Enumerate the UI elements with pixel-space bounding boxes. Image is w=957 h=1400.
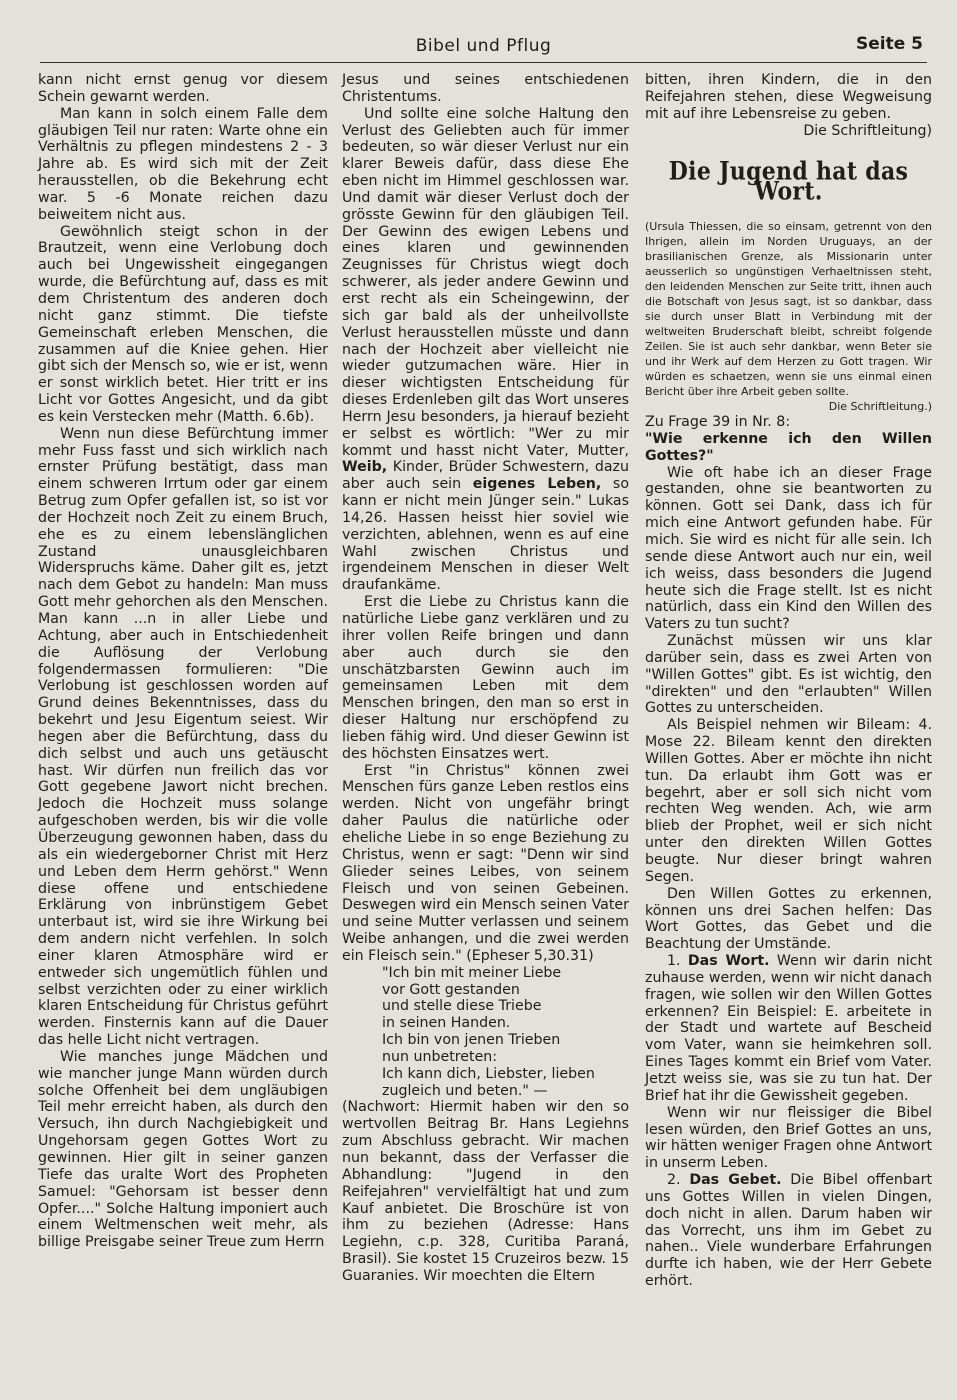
paragraph: Gewöhnlich steigt schon in der Brautzeit, wenn eine Verlobung doch auch bei Ungewissheit eingegangen wurde, die Befürchtung auf, dass es mit dem Christentum des anderen doch nicht ganz stimmt. Die tiefste Gemeinschaft erleben Menschen, die zusammen auf die Kniee gehen. Hier gibt sich der Mensch so, wie er ist, wenn er sonst wirklich betet. Hier tritt er ins Licht vor Gottes Angesicht, und da gibt es kein Verstecken mehr (Matth. 6.6b). <box>38 223 328 425</box>
text-run: Kinder, Brüder Schwestern, dazu aber auch sein <box>342 459 629 493</box>
paragraph: Wenn wir nur fleissiger die Bibel lesen würden, den Brief Gottes an uns, wir hätten weniger Fragen ohne Antwort in unserm Leben. <box>645 1104 933 1172</box>
text-run: Wenn wir darin nicht zuhause werden, wenn wir nicht danach fragen, wie sollen wir den Willen Gottes erkennen? Ein Beispiel: E. arbeitete in der Stadt und wartete auf Bescheid vom Vater, wann sie heimkehren soll. Eines Tages kommt ein Brief vom Vater. Jetzt weiss sie, was sie zu tun hat. Der Brief hat ihr die Gewissheit gegeben. <box>645 953 933 1104</box>
question-title: "Wie erkenne ich den Willen Gottes?" <box>645 430 932 464</box>
page-number: Seite 5 <box>855 34 923 54</box>
signature: Die Schriftleitung) <box>803 122 932 139</box>
list-number: 1. <box>667 953 681 970</box>
paragraph: Erst die Liebe zu Christus kann die natürliche Liebe ganz verklären und zu ihrer vollen Reife bringen und dann aber auch durch sie den unschätzbarsten Gewinn auch im gemeinsamen Leben mit dem Menschen bringen, den man so erst in dieser Haltung nur erschöpfend zu lieben fähig wird. Und dieser Gewinn ist des höchsten Einsatzes wert. <box>342 594 629 762</box>
paragraph: Erst "in Christus" können zwei Menschen fürs ganze Leben restlos eins werden. Nicht von ungefähr bringt daher Paulus die natürliche oder eheliche Liebe in so enge Beziehung zu Christus, wenn er sagt: "Denn wir sind Glieder seines Leibes, von seinem Fleisch und von seinen Gebeinen. Deswegen wird ein Mensch seinen Vater und seine Mutter verlassen und seinem Weibe anhangen, und die zwei werden ein Fleisch sein." (Epheser 5,30.31) <box>342 762 629 964</box>
emphasis: eigenes Leben, <box>472 476 602 493</box>
emphasis: Weib, <box>342 459 388 476</box>
intro-text: (Ursula Thiessen, die so einsam, getrennt von den Ihrigen, allein im Norden Uruguays, an der brasilianischen Grenze, als Missionarin unter aeusserlich so ungünstigen Verhaeltnissen steht, den leidenden Menschen zur Seite tritt, ihnen auch die Botschaft von Jesus sagt, ist so dankbar, dass sie durch unser Blatt in Verbindung mit der weltweiten Bruderschaft bleibt, schreibt folgende Zeilen. Sie ist auch sehr dankbar, wenn Beter sie und ihr Werk auf dem Herzen zu Gott tragen. Wir würden es schaetzen, wenn sie uns einmal einen Bericht über ihre Arbeit geben sollte. <box>645 220 932 399</box>
paragraph <box>645 1172 932 1290</box>
page-header <box>40 30 927 63</box>
list-number: 2. <box>667 1172 681 1189</box>
paragraph <box>645 953 932 1105</box>
emphasis: Das Gebet. <box>689 1172 782 1189</box>
paragraph <box>342 106 629 594</box>
paragraph: Den Willen Gottes zu erkennen, können uns drei Sachen helfen: Das Wort Gottes, das Gebet und die Beachtung der Umstände. <box>645 885 932 953</box>
column-2 <box>342 72 629 1285</box>
publication-title: Bibel und Pflug <box>415 36 552 56</box>
poem-line: nun unbetreten: <box>382 1048 498 1065</box>
paragraph: kann nicht ernst genug vor diesem Schein gewarnt werden. <box>38 72 328 105</box>
paragraph: Zunächst müssen wir uns klar darüber sein, dass es zwei Arten von "Willen Gottes" gibt. Es ist wichtig, den "direkten" und den "erlaubten" Willen Gottes zu unterscheiden. <box>645 633 932 717</box>
column-1 <box>38 72 328 1251</box>
poem-line: "Ich bin mit meiner Liebe <box>382 964 562 981</box>
poem-line: Ich bin von jenen Trieben <box>382 1032 561 1049</box>
poem-line: Ich kann dich, Liebster, lieben <box>382 1065 595 1082</box>
article-intro <box>645 219 932 414</box>
poem-line: zugleich und beten." — <box>382 1082 548 1099</box>
paragraph: Wenn nun diese Befürchtung immer mehr Fuss fasst und sich wirklich nach ernster Prüfung bestätigt, dass man einem schweren Irrtum oder gar einem Betrug zum Opfer gefallen ist, so ist vor der Hochzeit noch Zeit zu einem Bruch, ehe es zu einem lebenslänglichen Zustand unausgleichbaren Widerspruchs käme. Daher gilt es, jetzt nach dem Gebot zu handeln: Man muss Gott mehr gehorchen als den Menschen. Man kann ...n in aller Liebe und Achtung, aber auch in Entschiedenheit die Auflösung der Verlobung folgendermassen formulieren: "Die Verlobung ist geschlossen worden auf Grund deines Bekenntnisses, dass du bekehrt und Jesu Eigentum seiest. Wir hegen aber die Befürchtung, dass du dich selbst und auch uns getäuscht hast. Wir dürfen nun freilich das vor Gott gegebene Jawort nicht brechen. Jedoch die Hochzeit muss solange aufgeschoben werden, bis wir die volle Überzeugung gewonnen haben, dass du als ein wiedergeborner Christ mit Herz und Leben dem Herrn gehörst." Wenn diese offene und entschiedene Erklärung von inbrünstigem Gebet unterbaut ist, wird sie ihre Wirkung bei dem andern nicht verfehlen. In solch einer klaren Atmosphäre wird er entweder sich ungemütlich fühlen und selbst verzichten oder zu einer wirklich klaren Entscheidung für Christus geführt werden. Finsternis kann auf die Dauer das helle Licht nicht vertragen. <box>38 425 328 1049</box>
poem <box>382 965 629 1100</box>
paragraph: Jesus und seines entschiedenen Christentums. <box>342 72 629 105</box>
paragraph: Man kann in solch einem Falle dem gläubigen Teil nur raten: Warte ohne ein Verhältnis zu pflegen mindestens 2 - 3 Jahre ab. Es wird sich mit der Zeit herausstellen, ob die Bekehrung echt war. 5 -6 Monate reichen dazu beiweitem nicht aus. <box>38 105 328 223</box>
intro-signature: Die Schriftleitung.) <box>828 400 932 414</box>
poem-line: in seinen Handen. <box>382 1015 511 1032</box>
text-run: Die Bibel offenbart uns Gottes Willen in vielen Dingen, doch nicht in allen. Darum haben wir das Vorrecht, uns ihm im Gebet zu nahen.. Viele wunderbare Erfahrungen durfte ich haben, wie der Herr Gebete erhört. <box>645 1172 933 1290</box>
text-run: so kann er nicht mein Jünger sein." Lukas 14,26. Hassen heisst hier soviel wie verzichten, ablehnen, wenn es auf eine Wahl zwischen Christus und irgendeinem Menschen in dieser Welt draufankäme. <box>342 476 629 594</box>
question-reference: Zu Frage 39 in Nr. 8: <box>645 414 791 431</box>
poem-line: vor Gott gestanden <box>382 981 520 998</box>
paragraph: bitten, ihren Kindern, die in den Reifejahren stehen, diese Wegweisung mit auf ihre Lebensreise zu geben. <box>645 72 932 122</box>
afterword: (Nachwort: Hiermit haben wir den so wertvollen Beitrag Br. Hans Legiehns zum Abschluss gebracht. Wir machen nun bekannt, dass der Verfasser die Abhandlung: "Jugend in den Reifejahren" vervielfältigt hat und zum Kauf anbietet. Die Broschüre ist von ihm zu beziehen (Adresse: Hans Legiehn, c.p. 328, Curitiba Paraná, Brasil). Sie kostet 15 Cruzeiros bezw. 15 Guaranies. Wir moechten die Eltern <box>342 1099 629 1284</box>
paragraph: Als Beispiel nehmen wir Bileam: 4. Mose 22. Bileam kennt den direkten Willen Gottes. Aber er möchte ihn nicht tun. Da erlaubt ihm Gott was er begehrt, aber er soll sich nicht vom rechten Weg wenden. Ach, wie arm blieb der Prophet, weil er sich nicht unter den direkten Willen Gottes beugte. Nur dieser bringt wahren Segen. <box>645 717 932 885</box>
text-run: Und sollte eine solche Haltung den Verlust des Geliebten auch für immer bedeuten, so wär dieser Verlust nur ein klarer Beweis dafür, dass diese Ehe eben nicht im Himmel geschlossen war. Und damit wär dieser Verlust doch der grösste Gewinn für den gläubigen Teil. Der Gewinn des ewigen Lebens und eines klaren und gewinnenden Zeugnisses für Christus wiegt doch schwerer, als jeder andere Gewinn und erst recht als ein Scheingewinn, der sich gar bald als der unheilvollste Verlust herausstellen müsste und dann nach der Hochzeit aber vielleicht nie wieder gutzumachen wäre. Hier in dieser wichtigsten Entscheidung für dieses Erdenleben gilt das Wort unseres Herrn Jesu besonders, ja hierauf bezieht er selbst es wörtlich: "Wer zu mir kommt und hasst nicht Vater, Mutter, <box>342 105 629 459</box>
emphasis: Das Wort. <box>687 953 770 970</box>
paragraph: Wie manches junge Mädchen und wie mancher junge Mann würden durch solche Offenheit bei dem ungläubigen Teil mehr erreicht haben, als durch den Versuch, ihn durch Nachgiebigkeit und Ungehorsam gegen Gottes Wort zu gewinnen. Hier gilt in seiner ganzen Tiefe das uralte Wort des Propheten Samuel: "Gehorsam ist besser denn Opfer...." Solche Haltung imponiert auch einem Weltmenschen weit mehr, als billige Preisgabe seiner Treue zum Herrn <box>38 1048 328 1251</box>
paragraph: Wie oft habe ich an dieser Frage gestanden, ohne sie beantworten zu können. Gott sei Dank, dass ich für mich eine Antwort gefunden habe. Für mich. Sie wird es nicht für alle sein. Ich sende diese Antwort auch nur ein, weil ich weiss, dass besonders die Jugend heute sich die Frage stellt. Ist es nicht natürlich, dass ein Kind den Willen des Vaters zu tun sucht? <box>645 464 932 633</box>
article-heading: Die Jugend hat das Wort. <box>668 157 909 207</box>
column-3 <box>645 72 932 1290</box>
poem-line: und stelle diese Triebe <box>382 998 542 1015</box>
